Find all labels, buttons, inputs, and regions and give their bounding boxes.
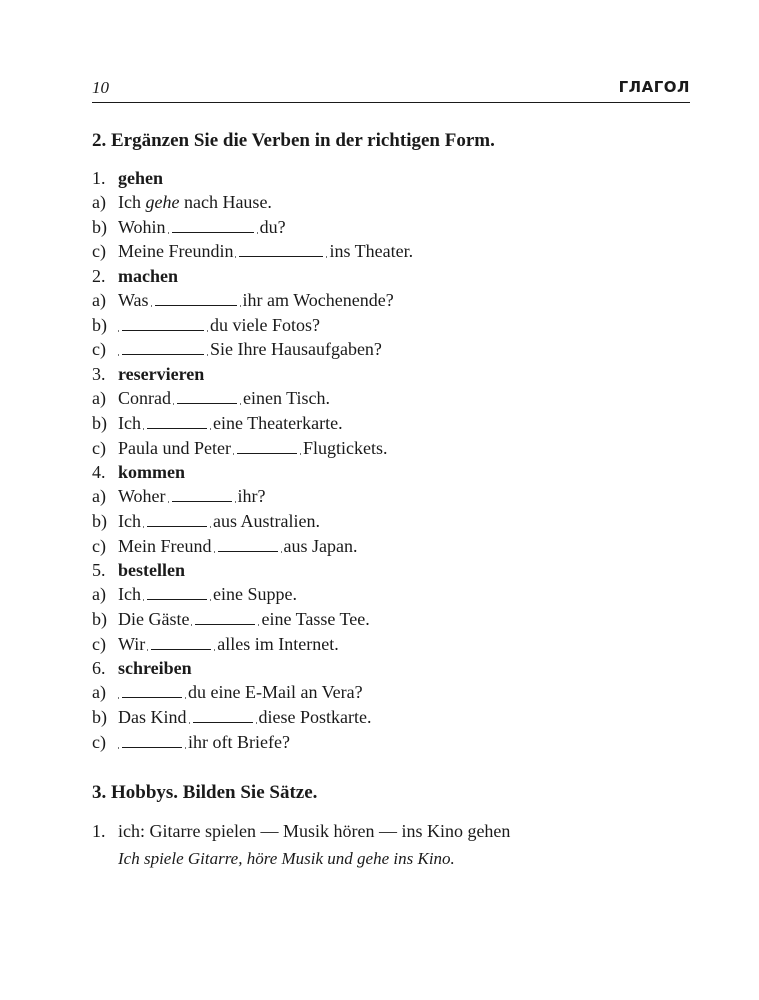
item-sentence — [118, 534, 357, 559]
task-3-example — [92, 818, 692, 872]
sentence-end: ihr oft Briefe? — [188, 731, 290, 752]
exercise-item — [92, 730, 692, 755]
item-label: c) — [92, 437, 106, 458]
verb-infinitive: bestellen — [118, 560, 185, 581]
item-sentence — [118, 386, 330, 411]
item-label: b) — [92, 412, 107, 433]
page-header — [92, 76, 690, 103]
exercise-section — [92, 656, 692, 754]
exercise-item — [92, 386, 692, 411]
item-sentence — [118, 337, 382, 362]
exercise-section — [92, 362, 692, 460]
example-number: 1. — [92, 821, 106, 842]
sentence-end: ihr am Wochenende? — [242, 290, 394, 311]
sentence-end: aus Australien. — [212, 510, 320, 531]
item-label: a) — [92, 192, 106, 212]
sentence-start: Ich — [118, 412, 141, 433]
sentence-end: Flugtickets. — [302, 437, 388, 458]
exercise-item — [92, 215, 692, 240]
exercise-item — [92, 534, 692, 559]
example-answer: Ich spiele Gitarre, höre Musik und gehe ins Kino. — [118, 849, 455, 869]
answer-blank[interactable] — [172, 485, 232, 502]
exercise-section — [92, 558, 692, 656]
verb-infinitive: machen — [118, 266, 178, 287]
running-head: ГЛАГОЛ — [618, 78, 690, 96]
answer-blank[interactable] — [147, 583, 207, 600]
item-label: c) — [92, 241, 106, 262]
exercise-item — [92, 582, 692, 607]
section-number: 5. — [92, 560, 106, 581]
sentence-start: Ich — [118, 584, 141, 605]
item-label: a) — [92, 584, 106, 605]
section-number: 2. — [92, 266, 106, 287]
given-verb-form: gehe — [145, 192, 180, 212]
item-label: b) — [92, 510, 107, 531]
item-sentence — [118, 582, 297, 607]
sentence-start: Woher — [118, 486, 166, 507]
verb-heading — [92, 362, 692, 386]
verb-heading — [92, 264, 692, 288]
item-sentence — [118, 239, 413, 264]
sentence-start: Meine Freundin — [118, 241, 234, 262]
exercise-item — [92, 190, 692, 215]
exercise-item — [92, 239, 692, 264]
item-label: a) — [92, 388, 106, 409]
answer-blank[interactable] — [172, 216, 254, 233]
page-content — [92, 127, 692, 872]
exercise-item — [92, 705, 692, 730]
item-sentence — [118, 509, 320, 534]
sentence-end: ihr? — [237, 486, 266, 507]
verb-heading — [92, 558, 692, 582]
sentence-start: Conrad — [118, 388, 171, 409]
answer-blank[interactable] — [122, 314, 204, 331]
item-sentence — [118, 411, 343, 436]
item-label: c) — [92, 535, 106, 556]
item-label: c) — [92, 731, 106, 752]
exercise-item — [92, 288, 692, 313]
task-3 — [92, 779, 692, 872]
item-sentence — [118, 313, 320, 338]
item-sentence — [118, 215, 286, 240]
exercise-item — [92, 484, 692, 509]
sentence-start: Wir — [118, 633, 146, 654]
exercise-item — [92, 680, 692, 705]
sentence-end: du viele Fotos? — [210, 314, 320, 335]
example-prompt: ich: Gitarre spielen — Musik hören — ins Kino gehen — [118, 821, 511, 842]
exercise-section — [92, 264, 692, 362]
item-sentence — [118, 607, 370, 632]
answer-blank[interactable] — [147, 510, 207, 527]
exercise-item — [92, 632, 692, 657]
sentence-start: Was — [118, 290, 149, 311]
answer-blank[interactable] — [193, 706, 253, 723]
exercise-section — [92, 460, 692, 558]
item-sentence — [118, 705, 371, 730]
exercise-item — [92, 337, 692, 362]
item-sentence — [118, 680, 363, 705]
task-3-title: 3. Hobbys. Bilden Sie Sätze. — [92, 782, 318, 804]
answer-blank[interactable] — [147, 412, 207, 429]
sentence-end: ins Theater. — [329, 241, 414, 262]
answer-blank[interactable] — [218, 535, 278, 552]
item-sentence — [118, 288, 394, 313]
item-sentence — [118, 484, 266, 509]
item-sentence — [118, 730, 290, 755]
exercise-section — [92, 166, 692, 264]
verb-infinitive: gehen — [118, 168, 163, 188]
item-label: a) — [92, 486, 106, 507]
item-label: b) — [92, 314, 107, 335]
item-sentence — [118, 436, 387, 461]
sentence-end: eine Suppe. — [212, 584, 297, 605]
item-label: a) — [92, 290, 106, 311]
verb-infinitive: schreiben — [118, 658, 192, 679]
sentence-end: eine Theaterkarte. — [212, 412, 343, 433]
sentence-end: du eine E-Mail an Vera? — [188, 682, 363, 703]
sentence-start: Mein Freund — [118, 535, 212, 556]
item-label: c) — [92, 339, 106, 360]
verb-heading — [92, 656, 692, 680]
answer-blank[interactable] — [151, 633, 211, 650]
verb-heading — [92, 460, 692, 484]
exercise-sections — [92, 166, 692, 754]
item-sentence — [118, 190, 272, 215]
item-label: b) — [92, 608, 107, 629]
sentence-end: einen Tisch. — [243, 388, 331, 409]
verb-heading — [92, 166, 692, 190]
section-number: 4. — [92, 462, 106, 483]
sentence-end: aus Japan. — [283, 535, 358, 556]
task-2-title: 2. Ergänzen Sie die Verben in der richtigen Form. — [92, 130, 495, 151]
sentence-end: diese Postkarte. — [258, 707, 372, 727]
section-number: 3. — [92, 364, 106, 385]
sentence-start: Ich — [118, 192, 141, 212]
exercise-item — [92, 607, 692, 632]
sentence-end: Sie Ihre Hausaufgaben? — [210, 339, 382, 360]
sentence-start: Ich — [118, 510, 141, 531]
sentence-end: eine Tasse Tee. — [261, 608, 370, 629]
answer-blank[interactable] — [239, 240, 323, 257]
sentence-start: Das Kind — [118, 707, 187, 727]
answer-blank[interactable] — [237, 437, 297, 454]
item-label: b) — [92, 216, 107, 237]
sentence-start: Die Gäste — [118, 608, 190, 629]
item-label: a) — [92, 682, 106, 703]
exercise-item — [92, 509, 692, 534]
section-number: 6. — [92, 658, 106, 679]
sentence-start: Wohin — [118, 216, 166, 237]
answer-blank[interactable] — [195, 608, 255, 625]
verb-infinitive: reservieren — [118, 364, 205, 385]
exercise-item — [92, 436, 692, 461]
answer-blank[interactable] — [122, 338, 204, 355]
item-label: b) — [92, 707, 107, 727]
item-label: c) — [92, 633, 106, 654]
sentence-start: Paula und Peter — [118, 437, 231, 458]
sentence-end: alles im Internet. — [217, 633, 339, 654]
exercise-item — [92, 411, 692, 436]
answer-blank[interactable] — [177, 387, 237, 404]
item-sentence — [118, 632, 339, 657]
exercise-item — [92, 313, 692, 338]
answer-blank[interactable] — [122, 731, 182, 748]
verb-infinitive: kommen — [118, 462, 185, 483]
section-number: 1. — [92, 168, 106, 188]
sentence-end: nach Hause. — [183, 192, 272, 212]
page-number: 10 — [92, 78, 109, 97]
sentence-end: du? — [259, 216, 286, 237]
answer-blank[interactable] — [155, 289, 237, 306]
answer-blank[interactable] — [122, 681, 182, 698]
